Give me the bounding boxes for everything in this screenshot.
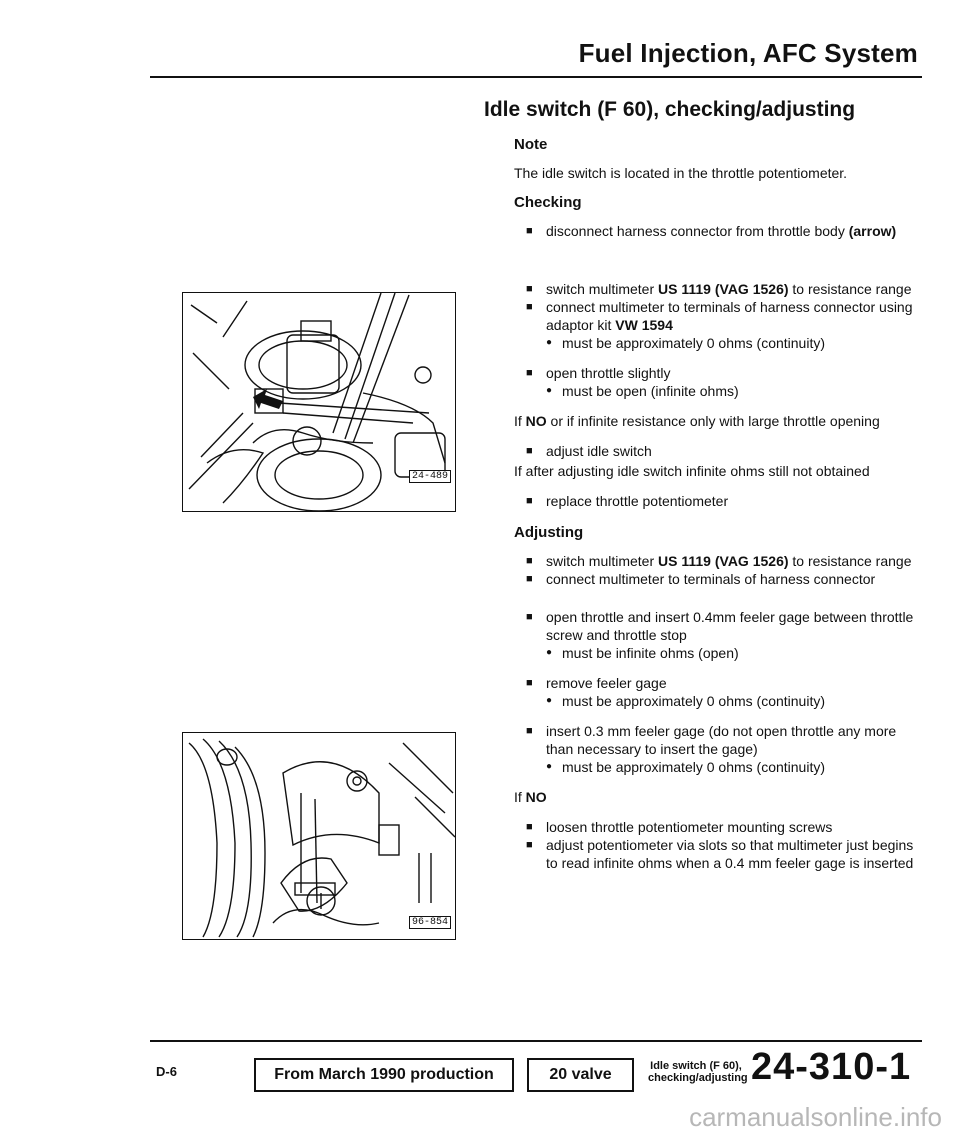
checking-step-3-check: ● must be approximately 0 ohms (continuity) (526, 334, 914, 352)
checking-step-1: ■ disconnect harness connector from throttle body (arrow) (526, 222, 914, 240)
page-number: 24-310-1 (751, 1046, 912, 1088)
production-box: From March 1990 production (254, 1058, 514, 1092)
figure-throttle-stop (182, 732, 456, 940)
final-step-list (526, 818, 914, 872)
watermark: carmanualsonline.info (689, 1102, 942, 1132)
content-column (514, 136, 914, 884)
figure-throttle-body (182, 292, 456, 512)
checking-step-3: ■ connect multimeter to terminals of harness connector using adaptor kit VW 1594 (526, 298, 914, 334)
page-code: D-6 (156, 1064, 177, 1079)
adjusting-step-1: ■ switch multimeter US 1119 (VAG 1526) to resistance range (526, 552, 914, 570)
after-adjust-text: If after adjusting idle switch infinite ohms still not obtained (514, 463, 870, 479)
adjust-idle-switch-step: ■ adjust idle switch (526, 442, 914, 460)
adjusting-step-2: ■ connect multimeter to terminals of harness connector (526, 570, 914, 588)
adjusting-step-5: ■ insert 0.3 mm feeler gage (do not open throttle any more than necessary to insert the gage) (526, 722, 914, 758)
checking-if-no: If NO or if infinite resistance only with large throttle opening (514, 413, 880, 429)
throttle-stop-illustration (183, 733, 455, 939)
checking-step-4-check: ● must be open (infinite ohms) (526, 382, 914, 400)
footer-rule (150, 1040, 922, 1042)
note-heading: Note (514, 136, 548, 153)
section-title: Idle switch (F 60), checking/adjusting (484, 98, 856, 121)
adjusting-step-3-check: ● must be infinite ohms (open) (526, 644, 914, 662)
adjusting-step-4: ■ remove feeler gage (526, 674, 914, 692)
final-step-1: ■ loosen throttle potentiometer mounting screws (526, 818, 914, 836)
valve-box: 20 valve (527, 1058, 634, 1092)
footer-section-line-1: Idle switch (F 60), (650, 1060, 742, 1072)
adjusting-heading: Adjusting (514, 524, 584, 541)
footer-section-label (648, 1060, 748, 1084)
adjusting-step-3: ■ open throttle and insert 0.4mm feeler gage between throttle screw and throttle stop (526, 608, 914, 644)
final-step-2: ■ adjust potentiometer via slots so that multimeter just begins to read infinite ohms when a 0.4 mm feeler gage is inserted (526, 836, 914, 872)
adjusting-step-list (526, 552, 914, 776)
figure-tag: 96-854 (409, 916, 451, 929)
page-header-title: Fuel Injection, AFC System (578, 38, 918, 68)
header-rule (150, 76, 922, 78)
replace-potentiometer-step: ■ replace throttle potentiometer (526, 492, 914, 510)
note-text: The idle switch is located in the throttle potentiometer. (514, 165, 848, 181)
adjusting-step-5-check: ● must be approximately 0 ohms (continuity) (526, 758, 914, 776)
checking-heading: Checking (514, 194, 582, 211)
checking-step-list (526, 222, 914, 400)
figure-tag: 24-489 (409, 470, 451, 483)
checking-step-4: ■ open throttle slightly (526, 364, 914, 382)
footer-section-line-2: checking/adjusting (648, 1072, 748, 1084)
adjusting-step-4-check: ● must be approximately 0 ohms (continuity) (526, 692, 914, 710)
adjust-step-list (526, 442, 914, 460)
replace-step-list (526, 492, 914, 510)
adjusting-if-no: If NO (514, 789, 547, 805)
checking-step-2: ■ switch multimeter US 1119 (VAG 1526) to resistance range (526, 280, 914, 298)
